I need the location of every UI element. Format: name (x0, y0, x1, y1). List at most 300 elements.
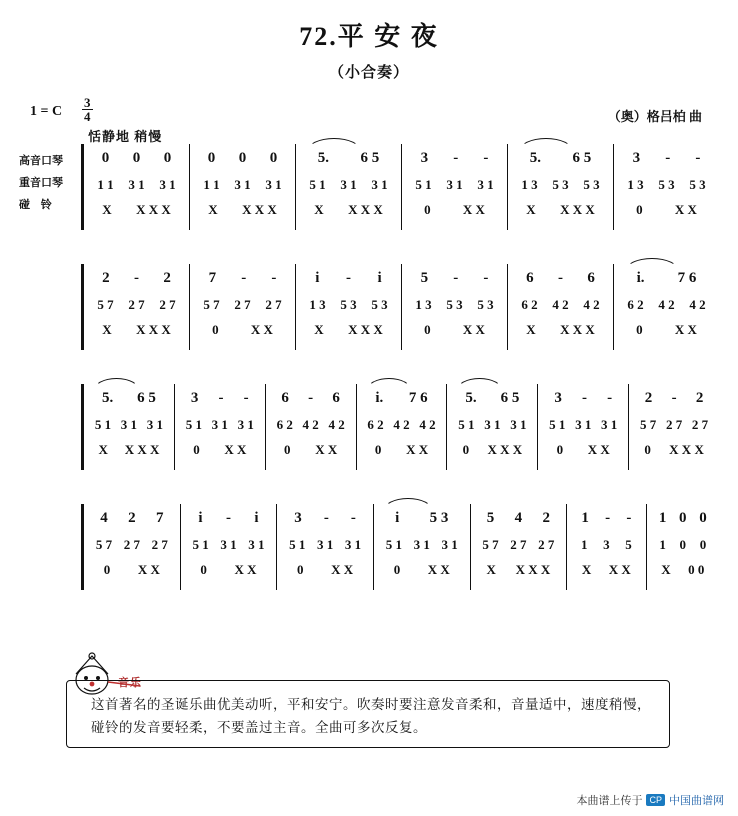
note-cell: 5. (317, 149, 329, 166)
note-cell: 1 (581, 509, 589, 526)
melody-row (614, 144, 719, 172)
note-cell: 5 1 (289, 537, 306, 552)
note-cell: X X X (242, 202, 277, 217)
note-cell: 3 (632, 149, 641, 166)
note-cell: 5 3 (552, 177, 569, 192)
note-cell: 5 3 (429, 509, 449, 526)
music-system-1 (19, 144, 719, 230)
measure (567, 504, 646, 590)
sheet-music-page (0, 16, 738, 816)
note-cell: i. (375, 389, 384, 406)
note-cell: 7 (208, 269, 217, 286)
note-cell: X (102, 322, 112, 337)
note-cell: X (102, 202, 112, 217)
melody-row (175, 384, 265, 412)
measure (190, 264, 296, 350)
note-cell: X X X (560, 202, 595, 217)
note-cell: 5 1 (415, 177, 432, 192)
note-cell: - (271, 269, 277, 286)
part-labels-1 (19, 150, 77, 216)
note-cell: 3 1 (146, 417, 163, 432)
note-cell: 3 1 (234, 177, 251, 192)
chord-row (538, 412, 628, 438)
note-cell: 5 3 (446, 297, 463, 312)
note-cell: 5 (625, 537, 632, 552)
note-cell: 7 6 (677, 269, 697, 286)
chord-row (357, 412, 447, 438)
system-staff-2 (81, 264, 719, 350)
note-cell: 3 1 (575, 417, 592, 432)
note-cell: 2 7 (128, 297, 145, 312)
note-cell: 2 (102, 269, 110, 286)
note-cell: - (483, 149, 489, 166)
note-cell: 3 1 (211, 417, 228, 432)
part-label-chord: 重音口琴 (19, 177, 63, 189)
chord-row (614, 172, 719, 198)
system-staff-1 (81, 144, 719, 230)
melody-row (508, 264, 613, 292)
melody-row (629, 384, 719, 412)
site-logo-icon: CP (646, 794, 665, 806)
note-cell: 4 2 (302, 417, 319, 432)
measure (629, 384, 719, 470)
chord-row (567, 532, 645, 558)
note-cell: X X X (348, 322, 383, 337)
note-cell: 0 (636, 202, 643, 217)
note-cell: X (314, 202, 324, 217)
note-cell: 3 1 (441, 537, 458, 552)
note-cell: 0 (101, 149, 110, 166)
chord-row (508, 172, 613, 198)
note-cell: 4 2 (583, 297, 600, 312)
melody-row (84, 384, 174, 412)
system-staff-4 (81, 504, 719, 590)
note-cell: 3 1 (159, 177, 176, 192)
note-cell: i. (636, 269, 645, 286)
note-cell: 3 (190, 389, 199, 406)
note-cell: - (345, 269, 351, 286)
note-cell: 3 1 (220, 537, 237, 552)
note-cell: X (314, 322, 324, 337)
chord-row (508, 292, 613, 318)
note-cell: - (350, 509, 356, 526)
note-cell: 1 1 (203, 177, 220, 192)
melody-row (277, 504, 373, 532)
percussion-row (508, 198, 613, 222)
note-cell: 6 (332, 389, 340, 406)
chord-row (190, 172, 295, 198)
note-cell: i (198, 509, 203, 526)
note-cell: 0 (297, 562, 304, 577)
chord-row (296, 172, 401, 198)
percussion-row (357, 438, 447, 462)
note-cell: 0 (132, 149, 141, 166)
measure (296, 144, 402, 230)
note-cell: X X X (669, 442, 704, 457)
tempo-marking: 恬静地 稍慢 (88, 129, 163, 144)
measure-group-4 (84, 504, 719, 590)
percussion-row (567, 558, 645, 582)
note-cell: 0 (424, 202, 431, 217)
note-cell: 3 1 (371, 177, 388, 192)
slur-arc (456, 378, 503, 391)
note-cell: 5 3 (689, 177, 706, 192)
note-cell: 6 5 (137, 389, 156, 406)
percussion-row (84, 558, 180, 582)
melody-row (266, 384, 356, 412)
note-cell: 0 (636, 322, 643, 337)
measure (508, 144, 614, 230)
note-cell: X X X (136, 322, 171, 337)
note-cell: 0 (103, 562, 111, 577)
note-cell: 6 (281, 389, 289, 406)
note-cell: 0 (374, 442, 382, 457)
note-cell: X X X (560, 322, 595, 337)
note-cell: 3 1 (510, 417, 527, 432)
measure (374, 504, 471, 590)
note-cell: 2 7 (538, 537, 555, 552)
music-system-4 (19, 504, 719, 590)
note-cell: - (241, 269, 247, 286)
note-cell: 2 7 (159, 297, 176, 312)
system-staff-3 (81, 384, 719, 470)
note-cell: 6 5 (572, 149, 592, 166)
measure (175, 384, 266, 470)
note-cell: X (661, 562, 671, 577)
chord-row (647, 532, 720, 558)
note-cell: 4 (514, 509, 523, 526)
chord-row (471, 532, 567, 558)
page-title: 72.平 安 夜 (299, 22, 439, 51)
measure (266, 384, 357, 470)
composer-credit: （奥）格吕柏 曲 (607, 109, 702, 124)
note-cell: 0 (699, 537, 707, 552)
note-cell: 3 1 (265, 177, 282, 192)
measure (614, 264, 719, 350)
percussion-row (84, 438, 174, 462)
note-cell: - (581, 389, 587, 406)
note-cell: X X (462, 202, 485, 217)
note-cell: X X X (136, 202, 171, 217)
chord-row (277, 532, 373, 558)
note-cell: - (243, 389, 249, 406)
note-cell: 5 1 (185, 417, 202, 432)
note-cell: 2 7 (151, 537, 168, 552)
note-cell: - (671, 389, 677, 406)
melody-row (471, 504, 567, 532)
note-cell: 2 7 (691, 417, 709, 432)
percussion-row (190, 198, 295, 222)
percussion-row (374, 558, 470, 582)
note-cell: 0 (193, 442, 200, 457)
note-cell: 5 7 (97, 297, 114, 312)
note-cell: 4 2 (419, 417, 436, 432)
note-cell: X X (427, 562, 450, 577)
note-cell: X X (137, 562, 160, 577)
time-signature-numerator: 3 (84, 95, 91, 110)
part-label-soprano: 高音口琴 (19, 155, 63, 167)
chord-row (447, 412, 537, 438)
note-cell: 2 7 (510, 537, 527, 552)
chord-row (84, 292, 189, 318)
note-cell: 5 3 (583, 177, 600, 192)
music-system-3 (19, 384, 719, 470)
note-cell: 4 2 (328, 417, 345, 432)
note-cell: 0 (462, 442, 470, 457)
note-cell: 0 (269, 149, 278, 166)
note-cell: i (315, 269, 320, 286)
melody-row (84, 264, 189, 292)
measure (508, 264, 614, 350)
percussion-row (447, 438, 537, 462)
note-cell: - (308, 389, 314, 406)
note-cell: 5 (486, 509, 495, 526)
note-cell: 5 7 (203, 297, 220, 312)
note-cell: 3 1 (248, 537, 265, 552)
note-cell: X (98, 442, 108, 457)
music-system-2 (19, 264, 719, 350)
note-cell: 3 1 (120, 417, 138, 432)
note-cell: 1 1 (97, 177, 114, 192)
note-cell: 3 1 (344, 537, 362, 552)
percussion-row (181, 558, 277, 582)
note-cell: 0 (679, 509, 687, 526)
note-cell: 0 (679, 537, 687, 552)
note-cell: 0 (644, 442, 651, 457)
note-cell: 0 (424, 322, 431, 337)
note-cell: 2 7 (234, 297, 251, 312)
percussion-row (175, 438, 265, 462)
measure-group-2 (84, 264, 719, 350)
note-cell: 0 (699, 509, 707, 526)
footer-text: 本曲谱上传于 (576, 795, 643, 807)
slur-arc (383, 498, 433, 511)
note-cell: 5. (529, 149, 541, 166)
note-cell: 6 2 (627, 297, 644, 312)
note-cell: 2 7 (265, 297, 282, 312)
note-cell: 5. (101, 389, 114, 406)
note-cell: 1 3 (521, 177, 538, 192)
measure (402, 264, 508, 350)
measure (447, 384, 538, 470)
note-cell: X X (315, 442, 338, 457)
note-cell: 3 (603, 537, 610, 552)
note-cell: 0 (238, 149, 247, 166)
note-cell: 6 5 (360, 149, 380, 166)
note-cell: i (254, 509, 259, 526)
note-cell: 7 6 (408, 389, 428, 406)
note-cell: X (526, 322, 536, 337)
note-cell: 2 7 (123, 537, 140, 552)
note-cell: 5 1 (458, 417, 475, 432)
percussion-row (296, 318, 401, 342)
note-cell: 5 1 (385, 537, 402, 552)
note-cell: X (208, 202, 218, 217)
note-cell: X X X (348, 202, 383, 217)
percussion-row (508, 318, 613, 342)
note-cell: X (486, 562, 496, 577)
measure (296, 264, 402, 350)
note-cell: X X (406, 442, 429, 457)
note-cell: 5 1 (309, 177, 326, 192)
site-name[interactable]: 中国曲谱网 (669, 795, 724, 807)
note-cell: 0 0 (688, 562, 705, 577)
note-cell: 4 2 (689, 297, 706, 312)
note-cell: 1 (658, 509, 667, 526)
chord-row (614, 292, 719, 318)
note-cell: X X X (124, 442, 160, 457)
note-cell: 5 3 (477, 297, 494, 312)
chord-row (84, 412, 174, 438)
percussion-row (402, 318, 507, 342)
note-cell: 5 (420, 269, 429, 286)
note-cell: 3 1 (601, 417, 618, 432)
chord-row (190, 292, 295, 318)
note-cell: X X (674, 202, 697, 217)
slur-arc (519, 138, 574, 151)
note-cell: 3 (294, 509, 302, 526)
note-cell: 1 (581, 537, 588, 552)
note-cell: 0 (556, 442, 564, 457)
note-cell: 0 (207, 149, 216, 166)
chord-row (175, 412, 265, 438)
note-cell: 5 7 (482, 537, 499, 552)
percussion-row (296, 198, 401, 222)
note-cell: 2 (695, 389, 704, 406)
note-cell: 2 (542, 509, 550, 526)
note-cell: 3 (554, 389, 562, 406)
percussion-row (647, 558, 720, 582)
melody-row (647, 504, 720, 532)
melody-row (84, 504, 180, 532)
note-cell: X X X (487, 442, 523, 457)
note-cell: - (626, 509, 632, 526)
melody-row (181, 504, 277, 532)
chord-row (629, 412, 719, 438)
melody-row (402, 144, 507, 172)
note-cell: 0 (212, 322, 219, 337)
melody-row (296, 144, 401, 172)
slur-arc (366, 378, 413, 391)
note-cell: 6 (526, 269, 534, 286)
note-cell: 3 1 (446, 177, 463, 192)
melody-row (538, 384, 628, 412)
melody-row (190, 144, 295, 172)
note-cell: 3 1 (237, 417, 254, 432)
note-cell: 2 (128, 509, 136, 526)
score-meta (0, 95, 738, 144)
note-cell: 3 1 (477, 177, 494, 192)
note-cell: - (133, 269, 139, 286)
note-cell: - (665, 149, 671, 166)
measure (614, 144, 719, 230)
percussion-row (402, 198, 507, 222)
note-cell: - (453, 269, 459, 286)
note-cell: 2 (644, 389, 653, 406)
performance-note: 这首著名的圣诞乐曲优美动听，平和安宁。吹奏时要注意发音柔和，音量适中，速度稍慢，碰铃的发音要轻柔，不要盖过主音。全曲可多次反复。 (66, 680, 670, 748)
time-signature-denominator: 4 (84, 109, 91, 124)
note-cell: 0 (163, 149, 172, 166)
note-cell: 1 (659, 537, 666, 552)
percussion-row (266, 438, 356, 462)
note-cell: 5 7 (95, 537, 113, 552)
note-cell: - (607, 389, 613, 406)
note-cell: 6 2 (367, 417, 384, 432)
note-cell: 6 2 (276, 417, 293, 432)
note-cell: 0 (284, 442, 291, 457)
note-cell: 6 2 (521, 297, 538, 312)
note-cell: 5. (465, 389, 477, 406)
chord-row (402, 292, 507, 318)
melody-row (357, 384, 447, 412)
measure (277, 504, 374, 590)
note-cell: - (483, 269, 489, 286)
melody-row (567, 504, 645, 532)
percussion-row (84, 318, 189, 342)
note-cell: X X (674, 322, 697, 337)
note-cell: 3 1 (484, 417, 501, 432)
melody-row (84, 144, 189, 172)
measure (84, 384, 175, 470)
note-cell: 5 1 (192, 537, 209, 552)
note-cell: 5 3 (371, 297, 388, 312)
chord-row (84, 172, 189, 198)
note-cell: X X (608, 562, 631, 577)
note-cell: - (695, 149, 701, 166)
note-cell: 3 1 (128, 177, 145, 192)
note-cell: X X X (515, 562, 551, 577)
note-cell: - (605, 509, 611, 526)
note-cell: X X (250, 322, 273, 337)
note-cell: 5 3 (658, 177, 675, 192)
note-cell: - (323, 509, 329, 526)
note-cell: - (453, 149, 459, 166)
percussion-row (84, 198, 189, 222)
note-cell: 5 1 (549, 417, 566, 432)
note-cell: i (395, 509, 400, 526)
chord-row (296, 292, 401, 318)
slur-arc (93, 378, 140, 391)
note-badge: 音乐 (118, 677, 142, 689)
note-cell: 3 (420, 149, 429, 166)
note-cell: X X (224, 442, 247, 457)
percussion-row (538, 438, 628, 462)
note-cell: 1 3 (627, 177, 644, 192)
melody-row (614, 264, 719, 292)
note-cell: 4 2 (552, 297, 569, 312)
percussion-row (614, 198, 719, 222)
note-cell: 4 (100, 509, 108, 526)
note-cell: X X (587, 442, 610, 457)
key-signature: 1 = C (30, 104, 63, 119)
note-cell: 3 1 (316, 537, 334, 552)
measure (402, 144, 508, 230)
percussion-row (277, 558, 373, 582)
melody-row (508, 144, 613, 172)
note-cell: i (377, 269, 382, 286)
note-cell: 4 2 (658, 297, 675, 312)
chord-row (374, 532, 470, 558)
percussion-row (471, 558, 567, 582)
chord-row (181, 532, 277, 558)
melody-row (402, 264, 507, 292)
note-cell: 4 2 (393, 417, 410, 432)
percussion-row (614, 318, 719, 342)
note-cell: 1 3 (415, 297, 432, 312)
note-cell: X (581, 562, 592, 577)
measure (181, 504, 278, 590)
melody-row (296, 264, 401, 292)
